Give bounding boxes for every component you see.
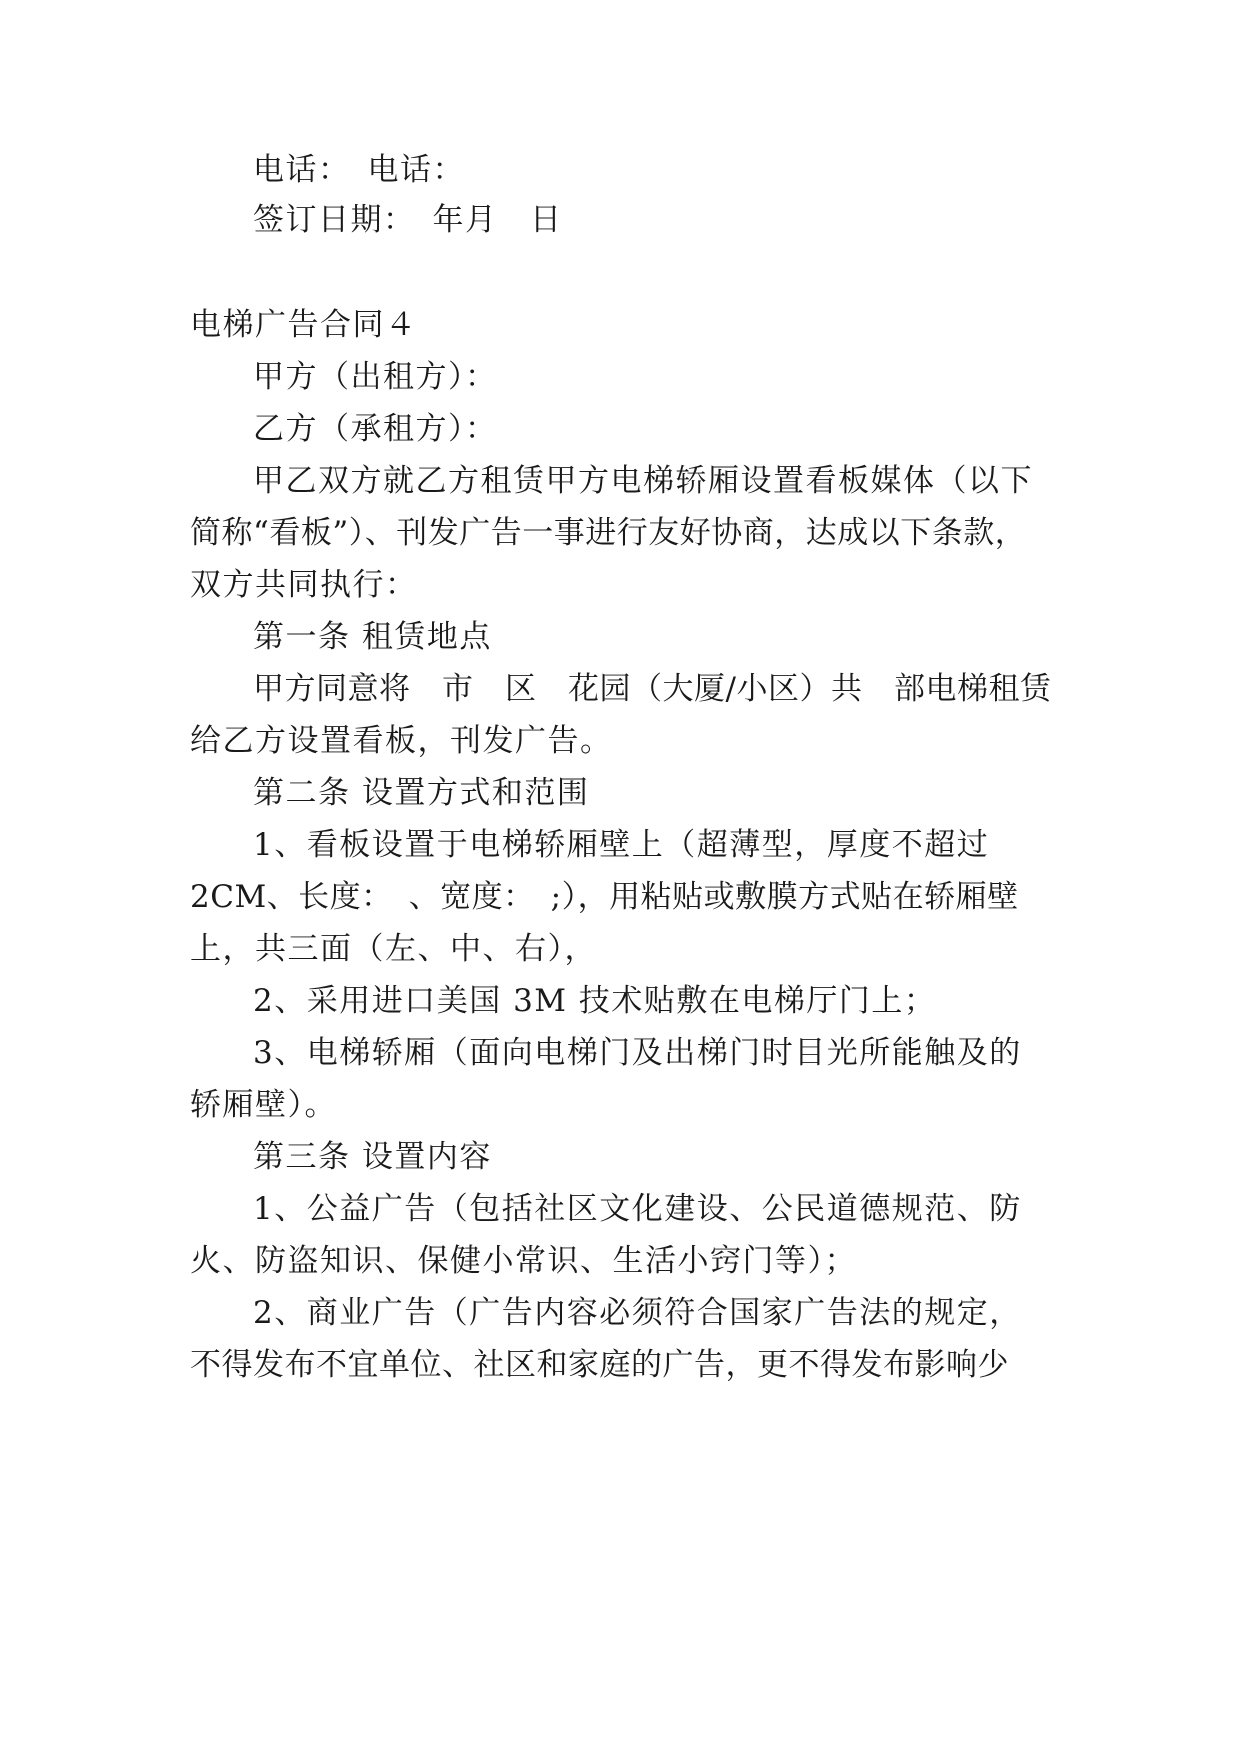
article-2-item-1-line-3: 上，共三面（左、中、右）， <box>190 931 597 967</box>
contract-title: 电梯广告合同４ <box>190 307 418 343</box>
article-2-item-3-line-1: 3、电梯轿厢（面向电梯门及出梯门时目光所能触及的 <box>253 1035 1022 1071</box>
phone-line: 电话： 电话： <box>253 152 465 188</box>
article-3-item-2-line-2: 不得发布不宜单位、社区和家庭的广告，更不得发布影响少 <box>190 1347 1009 1383</box>
article-3-item-2-line-1: 2、商业广告（广告内容必须符合国家广告法的规定， <box>253 1295 1022 1331</box>
article-2-item-1-line-2: 2CM、长度： 、宽度： ;），用粘贴或敷膜方式贴在轿厢壁 <box>190 879 1019 915</box>
intro-paragraph-line-1: 甲乙双方就乙方租赁甲方电梯轿厢设置看板媒体（以下 <box>253 463 1033 499</box>
article-1-text-line-2: 给乙方设置看板，刊发广告。 <box>190 723 613 759</box>
article-2-item-1-line-1: 1、看板设置于电梯轿厢壁上（超薄型，厚度不超过 <box>253 827 990 863</box>
article-1-text-line-1: 甲方同意将 市 区 花园（大厦/小区）共 部电梯租赁 <box>253 671 1052 707</box>
article-1-heading: 第一条 租赁地点 <box>253 619 492 655</box>
party-b-line: 乙方（承租方）： <box>253 411 498 447</box>
article-2-heading: 第二条 设置方式和范围 <box>253 775 590 811</box>
article-3-item-1-line-2: 火、防盗知识、保健小常识、生活小窍门等）； <box>190 1243 857 1279</box>
intro-paragraph-line-2: 简称“看板”）、刊发广告一事进行友好协商，达成以下条款， <box>190 515 1027 551</box>
party-a-line: 甲方（出租方）： <box>253 359 498 395</box>
article-2-item-3-line-2: 轿厢壁）。 <box>190 1087 337 1123</box>
article-3-item-1-line-1: 1、公益广告（包括社区文化建设、公民道德规范、防 <box>253 1191 1022 1227</box>
article-2-item-2: 2、采用进口美国 3M 技术贴敷在电梯厅门上； <box>253 983 937 1019</box>
sign-date-line: 签订日期： 年月 日 <box>253 202 563 238</box>
intro-paragraph-line-3: 双方共同执行： <box>190 567 418 603</box>
article-3-heading: 第三条 设置内容 <box>253 1139 492 1175</box>
